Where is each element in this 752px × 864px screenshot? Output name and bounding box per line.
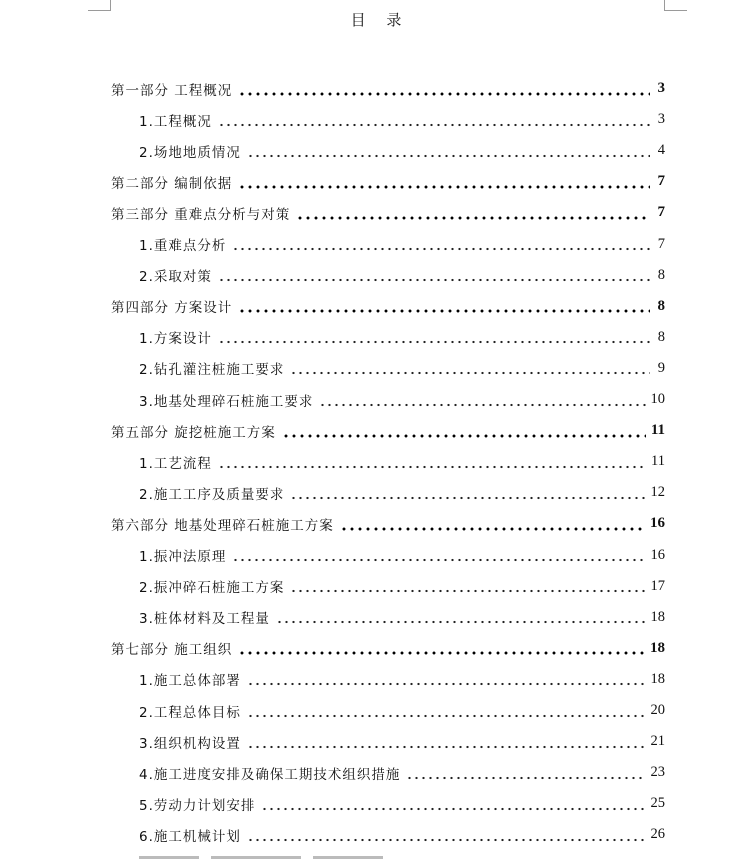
toc-page-number: 21 xyxy=(650,733,665,750)
toc-entry-label: 第五部分 旋挖桩施工方案 xyxy=(111,424,276,441)
toc-dot-leader xyxy=(276,610,646,624)
toc-section-entry[interactable] xyxy=(139,229,665,260)
toc-dot-leader xyxy=(319,393,645,407)
toc-section-entry[interactable] xyxy=(139,135,665,166)
toc-section-entry[interactable] xyxy=(139,384,665,415)
toc-section-entry[interactable] xyxy=(139,446,665,477)
toc-dot-leader xyxy=(247,672,646,686)
toc-dot-leader xyxy=(290,579,645,593)
toc-entry-label: 1.方案设计 xyxy=(139,331,212,348)
toc-entry-label: 第三部分 重难点分析与对策 xyxy=(111,206,291,223)
toc-section-entry[interactable] xyxy=(139,540,665,571)
toc-entry-label: 第二部分 编制依据 xyxy=(111,175,233,192)
toc-part-entry[interactable] xyxy=(111,415,665,446)
toc-page-number: 9 xyxy=(657,359,665,376)
toc-entry-label: 1.振冲法原理 xyxy=(139,549,227,565)
toc-page-number: 25 xyxy=(650,795,665,812)
toc-section-entry[interactable] xyxy=(139,260,665,291)
toc-page-number: 18 xyxy=(650,670,665,687)
toc-page-number: 4 xyxy=(657,142,665,159)
toc-page-number: 18 xyxy=(650,639,665,656)
toc-title: 目 录 xyxy=(350,11,410,29)
toc-entry-label: 1.工程概况 xyxy=(139,113,212,130)
toc-page-number: 16 xyxy=(650,515,665,532)
cut-off-next-line xyxy=(139,856,439,864)
toc-part-entry[interactable] xyxy=(111,166,665,197)
toc-entry-label: 2.钻孔灌注桩施工要求 xyxy=(139,362,285,379)
toc-page-number: 8 xyxy=(657,297,665,314)
toc-section-entry[interactable] xyxy=(139,819,665,850)
toc-dot-leader xyxy=(247,704,646,718)
toc-section-entry[interactable] xyxy=(139,695,665,726)
toc-section-entry[interactable] xyxy=(139,664,665,695)
toc-entry-label: 6.施工机械计划 xyxy=(139,828,241,845)
toc-entry-label: 2.工程总体目标 xyxy=(139,704,241,721)
toc-dot-leader xyxy=(238,299,650,313)
toc-page-number: 3 xyxy=(657,111,665,128)
toc-section-entry[interactable] xyxy=(139,788,665,819)
toc-page-number: 20 xyxy=(650,702,665,718)
toc-dot-leader xyxy=(232,237,650,251)
toc-page-number: 16 xyxy=(650,546,665,563)
toc-entry-label: 3.桩体材料及工程量 xyxy=(139,611,270,628)
toc-entry-label: 5.劳动力计划安排 xyxy=(139,797,256,814)
toc-section-entry[interactable] xyxy=(139,602,665,633)
toc-page-number: 12 xyxy=(650,484,665,501)
toc-dot-leader xyxy=(238,641,645,655)
toc-page-number: 8 xyxy=(657,328,665,345)
toc-entry-label: 1.工艺流程 xyxy=(139,455,212,472)
toc-dot-leader xyxy=(218,330,650,344)
toc-page-number: 7 xyxy=(657,173,665,190)
toc-dot-leader xyxy=(290,361,650,375)
toc-entry-label: 第七部分 施工组织 xyxy=(111,642,233,659)
toc-entry-label: 1.重难点分析 xyxy=(139,238,227,254)
toc-page-number: 11 xyxy=(650,422,665,439)
toc-section-entry[interactable] xyxy=(139,726,665,757)
toc-entry-label: 第一部分 工程概况 xyxy=(111,82,233,99)
toc-dot-leader xyxy=(218,113,650,127)
toc-entry-label: 第四部分 方案设计 xyxy=(111,300,233,317)
toc-entry-label: 2.场地地质情况 xyxy=(139,144,241,161)
toc-dot-leader xyxy=(247,735,646,749)
toc-page-number: 3 xyxy=(657,80,665,96)
toc-page-number: 26 xyxy=(650,826,665,843)
toc-dot-leader xyxy=(232,548,645,562)
toc-entry-label: 4.施工进度安排及确保工期技术组织措施 xyxy=(139,766,401,783)
toc-section-entry[interactable] xyxy=(139,322,665,353)
toc-page-number: 7 xyxy=(657,204,665,221)
toc-dot-leader xyxy=(296,206,650,220)
toc-dot-leader xyxy=(282,424,646,438)
toc-page-number: 8 xyxy=(657,266,665,283)
toc-dot-leader xyxy=(261,797,645,811)
toc-part-entry[interactable] xyxy=(111,508,665,539)
toc-page-number: 10 xyxy=(650,391,665,407)
toc-part-entry[interactable] xyxy=(111,633,665,664)
toc-dot-leader xyxy=(238,175,650,189)
toc-entry-label: 2.振冲碎石桩施工方案 xyxy=(139,580,285,597)
toc-dot-leader xyxy=(406,766,645,780)
toc-dot-leader xyxy=(247,144,650,158)
toc-entry-label: 第六部分 地基处理碎石桩施工方案 xyxy=(111,517,334,534)
toc-page-number: 7 xyxy=(657,235,665,252)
toc-entry-label: 3.组织机构设置 xyxy=(139,735,241,752)
toc-dot-leader xyxy=(340,517,645,531)
toc-page-number: 23 xyxy=(650,764,665,781)
toc-page-number: 18 xyxy=(650,608,665,625)
toc-section-entry[interactable] xyxy=(139,757,665,788)
toc-dot-leader xyxy=(247,828,646,842)
toc-entry-label: 3.地基处理碎石桩施工要求 xyxy=(139,393,314,410)
toc-dot-leader xyxy=(218,455,646,469)
toc-entry-label: 1.施工总体部署 xyxy=(139,673,241,690)
toc-section-entry[interactable] xyxy=(139,353,665,384)
toc-section-entry[interactable] xyxy=(139,571,665,602)
toc-dot-leader xyxy=(218,268,650,282)
toc-section-entry[interactable] xyxy=(139,477,665,508)
toc-part-entry[interactable] xyxy=(111,291,665,322)
toc-section-entry[interactable] xyxy=(139,104,665,135)
toc-part-entry[interactable] xyxy=(111,73,665,104)
toc-part-entry[interactable] xyxy=(111,197,665,228)
toc-dot-leader xyxy=(290,486,645,500)
toc-entry-label: 2.施工工序及质量要求 xyxy=(139,486,285,503)
toc-entry-label: 2.采取对策 xyxy=(139,269,212,286)
toc-dot-leader xyxy=(238,82,650,96)
toc-page-number: 17 xyxy=(650,577,665,594)
toc-page-number: 11 xyxy=(651,453,665,470)
